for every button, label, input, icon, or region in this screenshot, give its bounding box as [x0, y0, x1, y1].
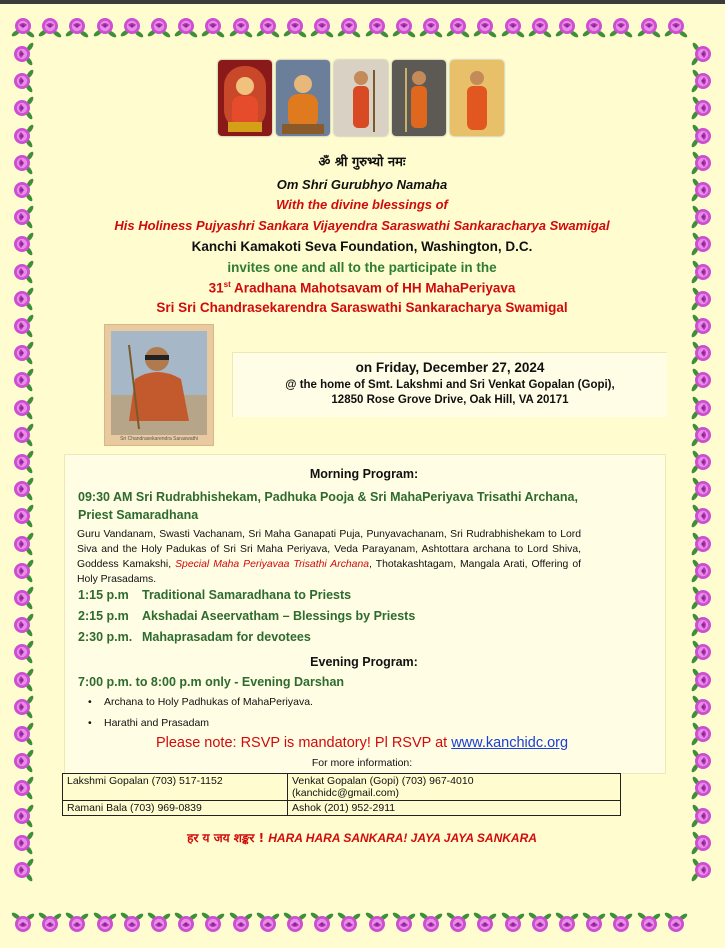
foundation-name: Kanchi Kamakoti Seva Foundation, Washington, D.C.	[191, 239, 533, 254]
rose-icon	[364, 910, 390, 936]
rose-icon	[689, 585, 715, 611]
rose-icon	[10, 857, 36, 883]
rose-icon	[309, 910, 335, 936]
rose-icon	[663, 14, 689, 40]
rose-icon	[689, 476, 715, 502]
rose-icon	[10, 177, 36, 203]
aradhana-line	[56, 280, 668, 296]
rose-icon	[581, 910, 607, 936]
rose-icon	[554, 14, 580, 40]
evening-bullet: • Archana to Holy Padhukas of MahaPeriyava.	[104, 696, 313, 708]
rose-icon	[689, 41, 715, 67]
rsvp-note: Please note: RSVP is mandatory! Pl RSVP at	[155, 735, 452, 751]
rose-icon	[689, 231, 715, 257]
rose-icon	[689, 667, 715, 693]
rose-icon	[689, 286, 715, 312]
venue-box	[232, 352, 667, 417]
evening-heading: Evening Program:	[310, 655, 418, 669]
rose-icon	[608, 14, 634, 40]
contact-ramani: Ramani Bala (703) 969-0839	[63, 801, 288, 816]
rose-icon	[689, 95, 715, 121]
rose-icon	[10, 123, 36, 149]
deity-image-guru-1	[334, 60, 388, 136]
rose-icon	[689, 830, 715, 856]
schedule-event: Mahaprasadam for devotees	[142, 630, 311, 644]
deity-image-adi-sankara	[276, 60, 330, 136]
rose-icon	[418, 910, 444, 936]
rose-icon	[64, 14, 90, 40]
rose-icon	[37, 14, 63, 40]
rose-icon	[527, 14, 553, 40]
rose-icon	[689, 150, 715, 176]
deity-image-guru-2	[392, 60, 446, 136]
rose-icon	[689, 857, 715, 883]
rose-icon	[10, 775, 36, 801]
rose-icon	[663, 910, 689, 936]
rose-icon	[689, 449, 715, 475]
rose-icon	[10, 558, 36, 584]
mahaperiyava-portrait	[104, 324, 214, 446]
rose-icon	[689, 503, 715, 529]
rose-icon	[10, 68, 36, 94]
portrait-caption: Sri Chandrasekarendra Saraswathi	[120, 436, 198, 442]
aradhana-title: Aradhana Mahotsavam of HH MahaPeriyava	[230, 280, 516, 296]
details-before: Guru Vandanam, Swasti Vachanam, Sri Maha Ganapati Puja, Punyavachanam, Sri Rudrabhishekam to Lord Siva and the Holy Padukas of Sri Sri Maha Periyava, Veda Parayanam, Ashtottara archana to Lord Shiva, Goddess Kamakshi,	[77, 529, 581, 570]
contact-venkat	[288, 774, 621, 801]
om-transliteration: Om Shri Gurubhyo Namaha	[276, 177, 448, 192]
rose-icon	[255, 910, 281, 936]
rose-icon	[146, 14, 172, 40]
rose-icon	[10, 667, 36, 693]
rose-icon	[689, 639, 715, 665]
holiness-line: His Holiness Pujyashri Sankara Vijayendra Saraswathi Sankaracharya Swamigal	[114, 218, 610, 233]
evening-bullet: • Harathi and Prasadam	[104, 717, 209, 729]
rose-icon	[10, 803, 36, 829]
rose-icon	[364, 14, 390, 40]
rose-icon	[10, 830, 36, 856]
rose-icon	[689, 694, 715, 720]
rose-icon	[200, 14, 226, 40]
rose-icon	[119, 14, 145, 40]
rose-icon	[689, 204, 715, 230]
rose-icon	[10, 41, 36, 67]
rose-icon	[689, 422, 715, 448]
rose-icon	[173, 14, 199, 40]
contact-lakshmi: Lakshmi Gopalan (703) 517-1152	[63, 774, 288, 801]
rose-icon	[10, 612, 36, 638]
deity-images	[218, 60, 504, 136]
details-after: , Thotakashtagam, Mangala Arati, Offering of Holy Prasadams.	[77, 559, 581, 585]
rose-icon	[228, 910, 254, 936]
venue-address: 12850 Rose Grove Drive, Oak Hill, VA 20171	[331, 394, 569, 406]
rose-icon	[689, 259, 715, 285]
rose-icon	[10, 14, 36, 40]
rose-icon	[10, 531, 36, 557]
event-date: on Friday, December 27, 2024	[355, 360, 545, 375]
rose-icon	[10, 367, 36, 393]
morning-heading: Morning Program:	[309, 467, 419, 481]
schedule-item	[78, 609, 415, 623]
rose-icon	[10, 639, 36, 665]
schedule-event: Traditional Samaradhana to Priests	[142, 588, 352, 602]
rose-icon	[119, 910, 145, 936]
contact-ashok: Ashok (201) 952-2911	[288, 801, 621, 816]
swamigal-line: Sri Sri Chandrasekarendra Saraswathi Sankaracharya Swamigal	[156, 300, 568, 315]
rose-icon	[10, 585, 36, 611]
schedule-item	[78, 588, 351, 602]
rose-icon	[10, 340, 36, 366]
invitation-page	[0, 4, 725, 948]
rose-icon	[689, 123, 715, 149]
rose-icon	[10, 95, 36, 121]
rose-icon	[391, 14, 417, 40]
venue-home: @ the home of Smt. Lakshmi and Sri Venkat Gopalan (Gopi),	[285, 379, 615, 391]
footer-chant	[56, 829, 668, 846]
rose-icon	[10, 259, 36, 285]
rose-icon	[689, 775, 715, 801]
details-highlight: Special Maha Periyavaa Trisathi Archana	[175, 559, 370, 570]
rose-icon	[445, 14, 471, 40]
rose-icon	[10, 694, 36, 720]
rose-icon	[554, 910, 580, 936]
rose-icon	[336, 910, 362, 936]
rose-icon	[689, 531, 715, 557]
rose-icon	[500, 14, 526, 40]
rose-icon	[10, 503, 36, 529]
rose-icon	[146, 910, 172, 936]
rose-icon	[472, 14, 498, 40]
rose-icon	[689, 558, 715, 584]
rose-icon	[689, 177, 715, 203]
rose-icon	[10, 748, 36, 774]
rose-icon	[418, 14, 444, 40]
rsvp-link[interactable]: www.kanchidc.org	[451, 735, 569, 751]
rsvp-line	[56, 735, 668, 751]
schedule-time: 2:15 p.m	[78, 609, 129, 623]
rose-icon	[689, 68, 715, 94]
morning-details	[77, 527, 581, 587]
morning-first-item-cont: Priest Samaradhana	[78, 508, 199, 522]
rose-icon	[608, 910, 634, 936]
contact-venkat-phone: Venkat Gopalan (Gopi) (703) 967-4010	[292, 775, 474, 787]
invite-line: invites one and all to the participate in the	[227, 260, 497, 275]
rose-icon	[689, 340, 715, 366]
om-line: ॐ श्री गुरुभ्यो नमः	[318, 155, 406, 170]
table-row	[63, 801, 621, 816]
morning-first-item: 09:30 AM Sri Rudrabhishekam, Padhuka Pooja & Sri MahaPeriyava Trisathi Archana,	[78, 490, 578, 504]
rose-icon	[255, 14, 281, 40]
rose-icon	[689, 803, 715, 829]
blessings-line: With the divine blessings of	[276, 197, 448, 212]
rose-icon	[472, 910, 498, 936]
deity-image-guru-3	[450, 60, 504, 136]
aradhana-suffix: st	[223, 280, 231, 289]
footer-hindi: हर य जय शङ्कर !	[187, 831, 269, 845]
rose-icon	[689, 313, 715, 339]
schedule-time: 1:15 p.m	[78, 588, 129, 602]
rose-icon	[10, 150, 36, 176]
aradhana-number: 31	[208, 280, 224, 296]
rose-icon	[228, 14, 254, 40]
rose-icon	[10, 313, 36, 339]
rose-icon	[689, 612, 715, 638]
rose-icon	[445, 910, 471, 936]
rose-icon	[10, 204, 36, 230]
rose-icon	[10, 231, 36, 257]
rose-icon	[10, 476, 36, 502]
schedule-event: Akshadai Aseervatham – Blessings by Priests	[142, 609, 416, 623]
rose-icon	[527, 910, 553, 936]
rose-icon	[689, 721, 715, 747]
more-info-label: For more information:	[311, 757, 413, 769]
contact-venkat-email: (kanchidc@gmail.com)	[292, 787, 399, 799]
rose-icon	[282, 910, 308, 936]
rose-icon	[92, 14, 118, 40]
rose-icon	[10, 721, 36, 747]
rose-icon	[636, 910, 662, 936]
invitation-content	[56, 56, 668, 898]
rose-icon	[10, 395, 36, 421]
evening-time: 7:00 p.m. to 8:00 p.m only - Evening Darshan	[78, 675, 345, 689]
rose-icon	[689, 748, 715, 774]
schedule-item	[78, 630, 311, 644]
rose-icon	[689, 367, 715, 393]
rose-icon	[173, 910, 199, 936]
rose-icon	[282, 14, 308, 40]
rose-icon	[10, 286, 36, 312]
contacts-table	[62, 773, 621, 816]
schedule-time: 2:30 p.m.	[78, 630, 133, 644]
rose-icon	[200, 910, 226, 936]
deity-image-kamakshi	[218, 60, 272, 136]
rose-icon	[689, 395, 715, 421]
rose-icon	[581, 14, 607, 40]
footer-english: HARA HARA SANKARA! JAYA JAYA SANKARA	[268, 831, 537, 845]
rose-icon	[10, 422, 36, 448]
rose-icon	[391, 910, 417, 936]
rose-icon	[10, 910, 36, 936]
rose-icon	[64, 910, 90, 936]
rose-icon	[636, 14, 662, 40]
table-row	[63, 774, 621, 801]
rose-icon	[500, 910, 526, 936]
rose-icon	[309, 14, 335, 40]
rose-icon	[92, 910, 118, 936]
rose-icon	[336, 14, 362, 40]
rose-icon	[37, 910, 63, 936]
rose-icon	[10, 449, 36, 475]
